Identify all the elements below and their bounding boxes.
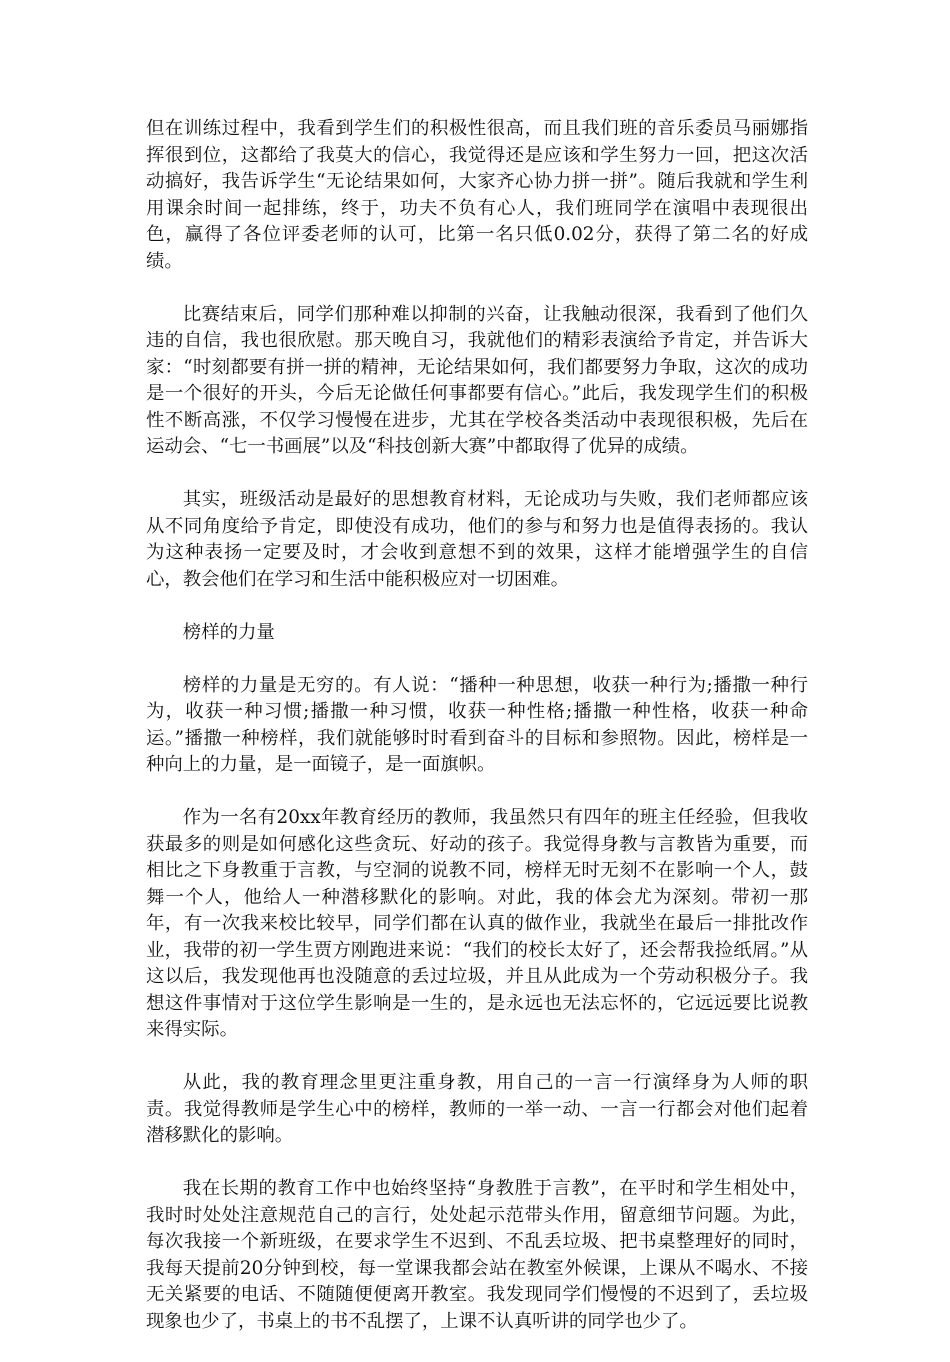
- paragraph: 其实，班级活动是最好的思想教育材料，无论成功与失败，我们老师都应该从不同角度给予肯定，即使没有成功，他们的参与和努力也是值得表扬的。我认为这种表扬一定要及时，才会收到意想不到的效果，这样才能增强学生的自信心，教会他们在学习和生活中能积极应对一切困难。: [146, 489, 808, 590]
- section-heading: 榜样的力量: [182, 621, 275, 643]
- paragraph: 从此，我的教育理念里更注重身教，用自己的一言一行演绎身为人师的职责。我觉得教师是学生心中的榜样，教师的一举一动、一言一行都会对他们起着潜移默化的影响。: [146, 1072, 808, 1146]
- document-body: [146, 116, 808, 1362]
- paragraph-continued: 但在训练过程中，我看到学生们的积极性很高，而且我们班的音乐委员马丽娜指挥很到位，这都给了我莫大的信心，我觉得还是应该和学生努力一回，把这次活动搞好，我告诉学生“无论结果如何，大家齐心协力拼一拼”。随后我就和学生利用课余时间一起排练，终于，功夫不负有心人，我们班同学在演唱中表现很出色，赢得了各位评委老师的认可，比第一名只低0.02分，获得了第二名的好成绩。: [146, 118, 808, 272]
- paragraph: 比赛结束后，同学们那种难以抑制的兴奋，让我触动很深，我看到了他们久违的自信，我也很欣慰。那天晚自习，我就他们的精彩表演给予肯定，并告诉大家：“时刻都要有拼一拼的精神，无论结果如何，我们都要努力争取，这次的成功是一个很好的开头，今后无论做任何事都要有信心。”此后，我发现学生们的积极性不断高涨，不仅学习慢慢在进步，尤其在学校各类活动中表现很积极，先后在运动会、“七一书画展”以及“科技创新大赛”中都取得了优异的成绩。: [146, 303, 808, 457]
- paragraph: 作为一名有20xx年教育经历的教师，我虽然只有四年的班主任经验，但我收获最多的则是如何感化这些贪玩、好动的孩子。我觉得身教与言教皆为重要，而相比之下身教重于言教，与空洞的说教不同，榜样无时无刻不在影响一个人，鼓舞一个人，他给人一种潜移默化的影响。对此，我的体会尤为深刻。带初一那年，有一次我来校比较早，同学们都在认真的做作业，我就坐在最后一排批改作业，我带的初一学生贾方刚跑进来说：“我们的校长太好了，还会帮我捡纸屑。”从这以后，我发现他再也没随意的丢过垃圾，并且从此成为一个劳动积极分子。我想这件事情对于这位学生影响是一生的，是永远也无法忘怀的，它远远要比说教来得实际。: [146, 807, 808, 1040]
- paragraph: 榜样的力量是无穷的。有人说：“播种一种思想，收获一种行为;播撒一种行为，收获一种习惯;播撒一种习惯，收获一种性格;播撒一种性格，收获一种命运。”播撒一种榜样，我们就能够时时看到奋斗的目标和参照物。因此，榜样是一种向上的力量，是一面镜子，是一面旗帜。: [146, 674, 808, 775]
- paragraph: 我在长期的教育工作中也始终坚持“身教胜于言教”，在平时和学生相处中，我时时处处注意规范自己的言行，处处起示范带头作用，留意细节问题。为此，每次我接一个新班级，在要求学生不迟到、不乱丢垃圾、把书桌整理好的同时，我每天提前20分钟到校，每一堂课我都会站在教室外候课，上课从不喝水、不接无关紧要的电话、不随随便便离开教室。我发现同学们慢慢的不迟到了，丢垃圾现象也少了，书桌上的书不乱摆了，上课不认真听讲的同学也少了。: [146, 1178, 808, 1332]
